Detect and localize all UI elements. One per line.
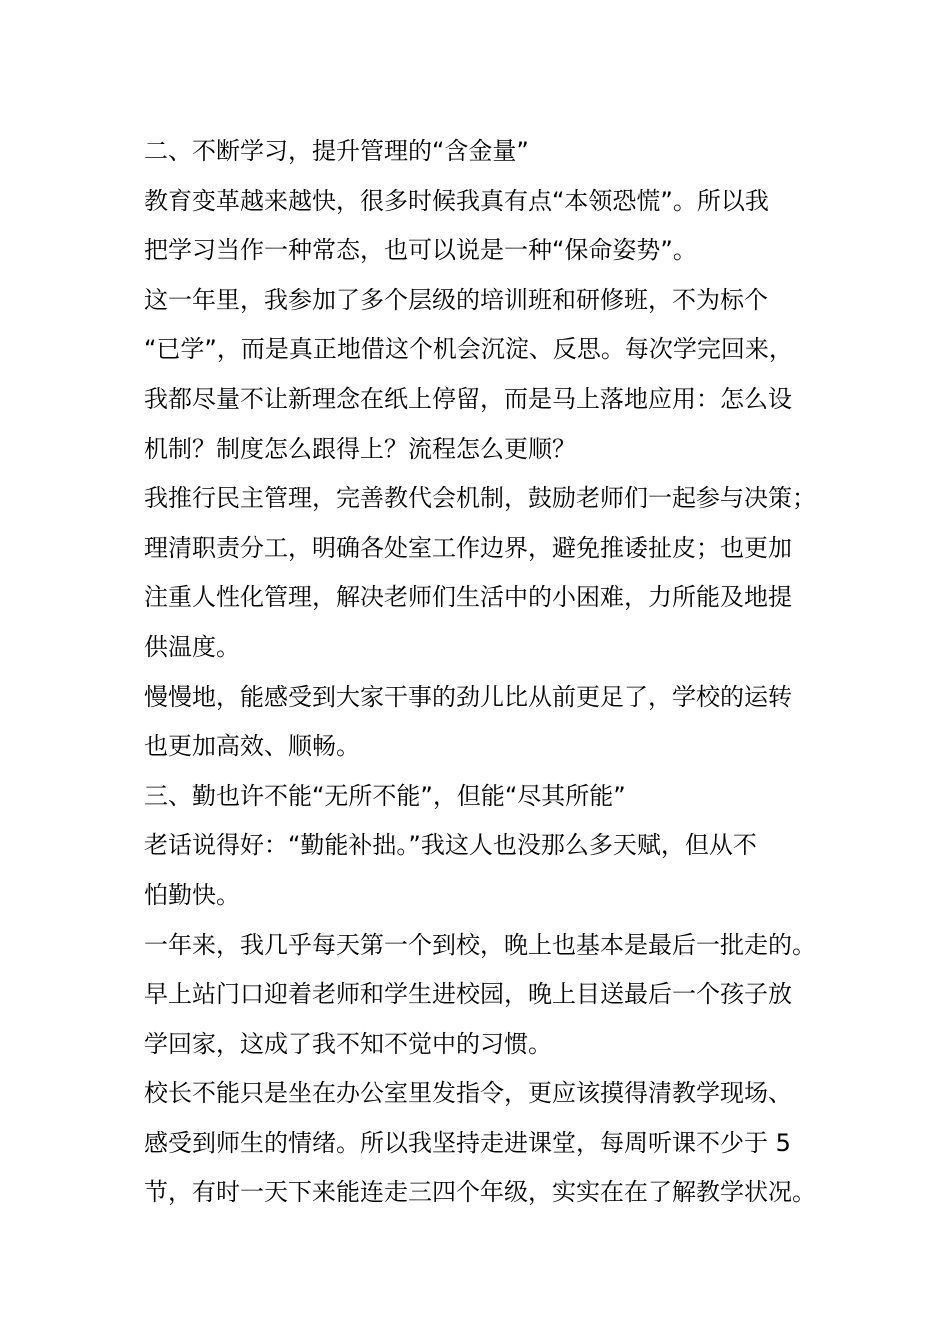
text-line: 慢慢地，能感受到大家干事的劲儿比从前更足了，学校的运转 [144,682,792,711]
text-line: 供温度。 [144,632,240,661]
text-line: 把学习当作一种常态，也可以说是一种“保命姿势”。 [144,236,697,265]
section-heading-2: 二、不断学习，提升管理的“含金量” [144,137,529,165]
text-line: 机制？制度怎么跟得上？流程怎么更顺？ [144,434,576,463]
section-heading-3: 三、勤也许不能“无所不能”，但能“尽其所能” [144,781,626,810]
text-line: 也更加高效、顺畅。 [144,732,360,761]
text-line: 一年来，我几乎每天第一个到校，晚上也基本是最后一批走的。 [144,930,816,959]
text-line: 感受到师生的情绪。所以我坚持走进课堂，每周听课不少于 5 [144,1128,791,1157]
text-line: 这一年里，我参加了多个层级的培训班和研修班，不为标个 [144,285,768,314]
text-line: 学回家，这成了我不知不觉中的习惯。 [144,1029,552,1058]
text-line: 我都尽量不让新理念在纸上停留，而是马上落地应用：怎么设 [144,384,792,413]
document-page [144,127,844,1218]
text-line: 教育变革越来越快，很多时候我真有点“本领恐慌”。所以我 [144,186,769,215]
text-line: 怕勤快。 [144,880,240,909]
text-line: 校长不能只是坐在办公室里发指令，更应该摸得清教学现场、 [144,1079,792,1108]
text-line: 注重人性化管理，解决老师们生活中的小困难，力所能及地提 [144,583,792,612]
text-line: 节，有时一天下来能连走三四个年级，实实在在了解教学状况。 [144,1178,816,1207]
text-line: “已学”，而是真正地借这个机会沉淀、反思。每次学完回来， [144,335,793,364]
text-line: 早上站门口迎着老师和学生进校园，晚上目送最后一个孩子放 [144,980,792,1009]
text-line: 理清职责分工，明确各处室工作边界，避免推诿扯皮；也更加 [144,533,792,562]
text-line: 我推行民主管理，完善教代会机制，鼓励老师们一起参与决策； [144,484,816,513]
text-line: 老话说得好：“勤能补拙。”我这人也没那么多天赋，但从不 [144,831,757,860]
